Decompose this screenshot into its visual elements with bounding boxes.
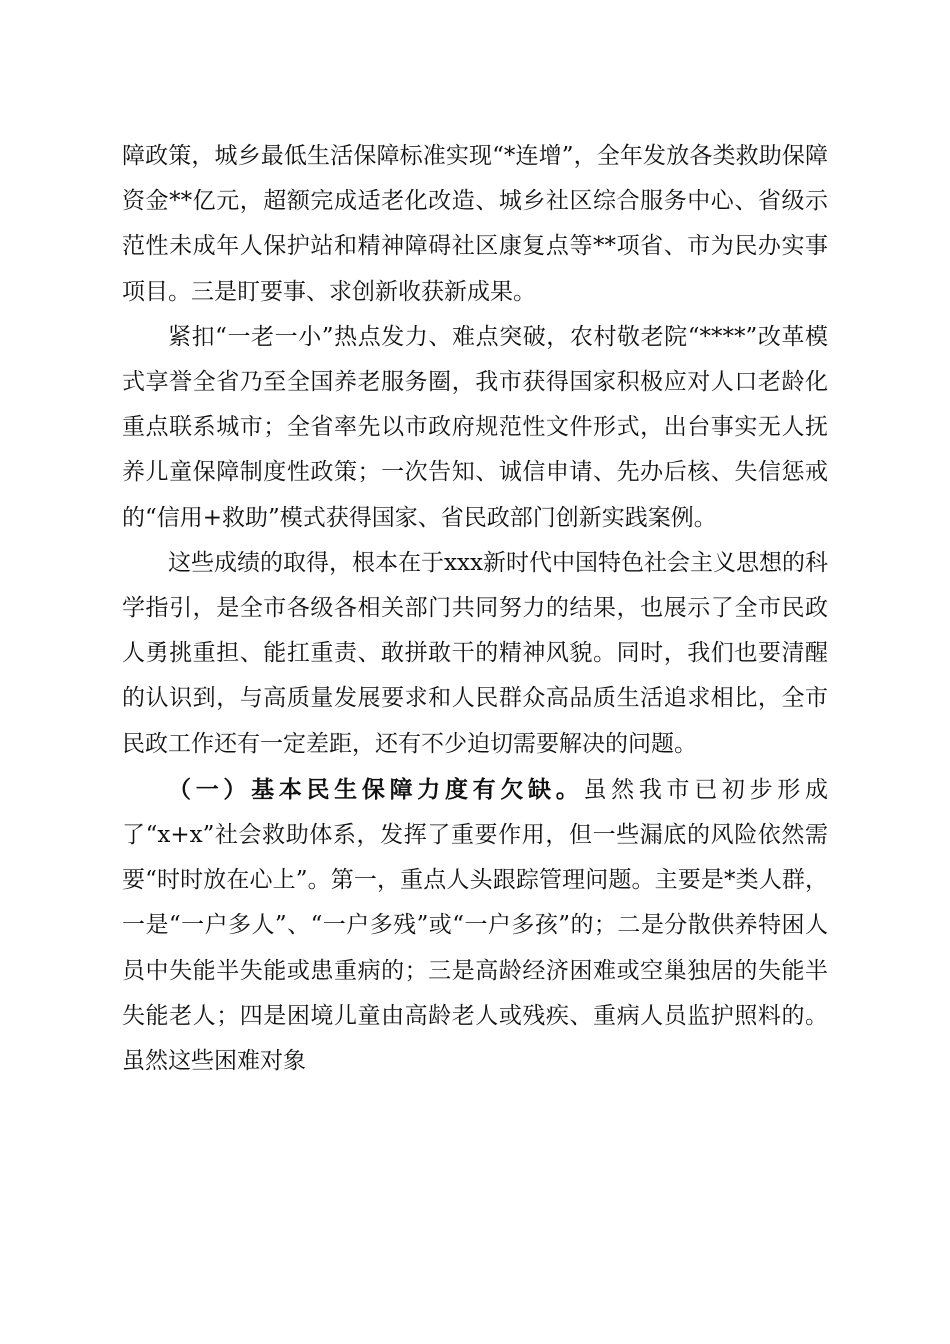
paragraph-4 bbox=[122, 767, 828, 1084]
section-heading: （一）基本民生保障力度有欠缺。 bbox=[168, 775, 584, 803]
document-body bbox=[122, 134, 828, 1084]
paragraph-2: 紧扣“一老一小”热点发力、难点突破，农村敬老院“****”改革模式享誉全省乃至全国养老服务圈，我市获得国家积极应对人口老龄化重点联系城市；全省率先以市政府规范性文件形式，出台事实无人抚养儿童保障制度性政策；一次告知、诚信申请、先办后核、失信惩戒的“信用+救助”模式获得国家、省民政部门创新实践案例。 bbox=[122, 323, 828, 531]
paragraph-3: 这些成绩的取得，根本在于xxx新时代中国特色社会主义思想的科学指引，是全市各级各相关部门共同努力的结果，也展示了全市民政人勇挑重担、能扛重责、敢拼敢干的精神风貌。同时，我们也要清醒的认识到，与高质量发展要求和人民群众高品质生活追求相比，全市民政工作还有一定差距，还有不少迫切需要解决的问题。 bbox=[122, 549, 828, 757]
paragraph-4-body: 虽然我市已初步形成了“x+x”社会救助体系，发挥了重要作用，但一些漏底的风险依然需要“时时放在心上”。第一，重点人头跟踪管理问题。主要是*类人群，一是“一户多人”、“一户多残”或“一户多孩”的；二是分散供养特困人员中失能半失能或患重病的；三是高龄经济困难或空巢独居的失能半失能老人；四是困境儿童由高龄老人或残疾、重病人员监护照料的。虽然这些困难对象 bbox=[122, 776, 829, 1075]
paragraph-1: 障政策，城乡最低生活保障标准实现“*连增”，全年发放各类救助保障资金**亿元，超额完成适老化改造、城乡社区综合服务中心、省级示范性未成年人保护站和精神障碍社区康复点等**项省、市为民办实事项目。三是盯要事、求创新收获新成果。 bbox=[122, 143, 828, 305]
